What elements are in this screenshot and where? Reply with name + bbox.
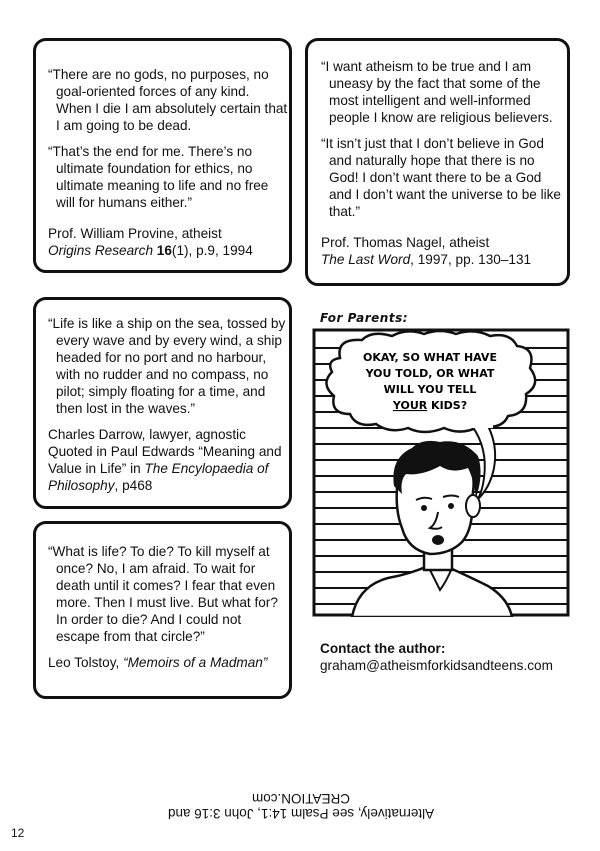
source-details: , 1997, pp. 130–131 xyxy=(410,252,532,267)
parents-comic-panel xyxy=(312,328,570,617)
quote-provine xyxy=(48,66,288,268)
quote-text: “It isn’t just that I don’t believe in God and naturally hope that there is no God! I don’t want there to be a God and I don’t want the universe to be like that.” xyxy=(321,136,561,219)
bubble-text-your: YOUR xyxy=(392,399,428,412)
page-number: 12 xyxy=(11,826,25,840)
contact-email[interactable]: graham@atheismforkidsandteens.com xyxy=(320,658,553,673)
quote-text: “There are no gods, no purposes, no goal-oriented forces of any kind. When I die I am absolutely certain that I am going to be dead. xyxy=(48,67,288,133)
speech-bubble xyxy=(326,331,535,432)
contact-heading: Contact the author: xyxy=(320,641,446,656)
bubble-text-line3: WILL YOU TELL xyxy=(383,383,477,396)
source-title: Origins Research xyxy=(48,243,154,258)
citation-author: Charles Darrow, lawyer, agnostic xyxy=(48,427,246,442)
citation-source xyxy=(321,251,566,268)
bubble-text-line1: OKAY, SO WHAT HAVE xyxy=(363,351,497,364)
citation-source xyxy=(48,443,288,494)
upside-down-footer: Alternatively, see Psalm 14:1, John 3:16 and CREATION.com xyxy=(167,791,435,821)
mouth xyxy=(432,535,444,545)
bubble-text-kids: KIDS? xyxy=(427,399,468,412)
citation-author: Prof. William Provine, atheist xyxy=(48,226,222,241)
citation-author: Prof. Thomas Nagel, atheist xyxy=(321,235,490,250)
source-details: (1), p.9, 1994 xyxy=(171,243,253,258)
source-title: The Encylopaedia of Philosophy xyxy=(48,461,269,493)
citation-source xyxy=(48,242,288,259)
citation-author: Leo Tolstoy, xyxy=(48,655,124,670)
quote-darrow xyxy=(48,315,288,503)
source-volume: 16 xyxy=(156,243,172,258)
quote-text: “That’s the end for me. There’s no ultimate foundation for ethics, no ultimate meaning to life and no free will for humans either.” xyxy=(48,144,269,210)
quote-text: “Life is like a ship on the sea, tossed by every wave and by every wind, a ship headed for no port and no harbour, with no rudder and no compass, no pilot; simply floating for a time, and then lost in the waves.” xyxy=(48,316,286,416)
quote-tolstoy xyxy=(48,543,288,680)
citation xyxy=(48,225,288,259)
quote-text: “I want atheism to be true and I am uneasy by the fact that some of the most intelligent and well-informed people I know are religious believers. xyxy=(321,59,553,125)
source-title: “Memoirs of a Madman” xyxy=(123,655,268,670)
bubble-text-line2: YOU TOLD, OR WHAT xyxy=(365,367,495,380)
citation xyxy=(48,426,288,494)
source-title: The Last Word xyxy=(321,252,411,267)
bubble-text-line4 xyxy=(392,399,467,412)
left-eye xyxy=(421,505,427,511)
citation xyxy=(48,654,288,671)
quote-text: “What is life? To die? To kill myself at once? No, I am afraid. To wait for death until it comes? I fear that even more. Then I must live. But what for? In order to die? And I could not escape from that circle?” xyxy=(48,544,278,644)
source-details: , p468 xyxy=(114,478,153,493)
contact-block xyxy=(320,640,553,674)
right-eye xyxy=(448,503,454,509)
quote-nagel xyxy=(321,58,566,277)
citation-source xyxy=(48,654,288,671)
quoted-in: Quoted in Paul Edwards “Meaning and Value in Life” in xyxy=(48,444,282,476)
citation xyxy=(321,234,566,268)
for-parents-header: For Parents: xyxy=(320,311,409,325)
ear xyxy=(466,495,480,517)
